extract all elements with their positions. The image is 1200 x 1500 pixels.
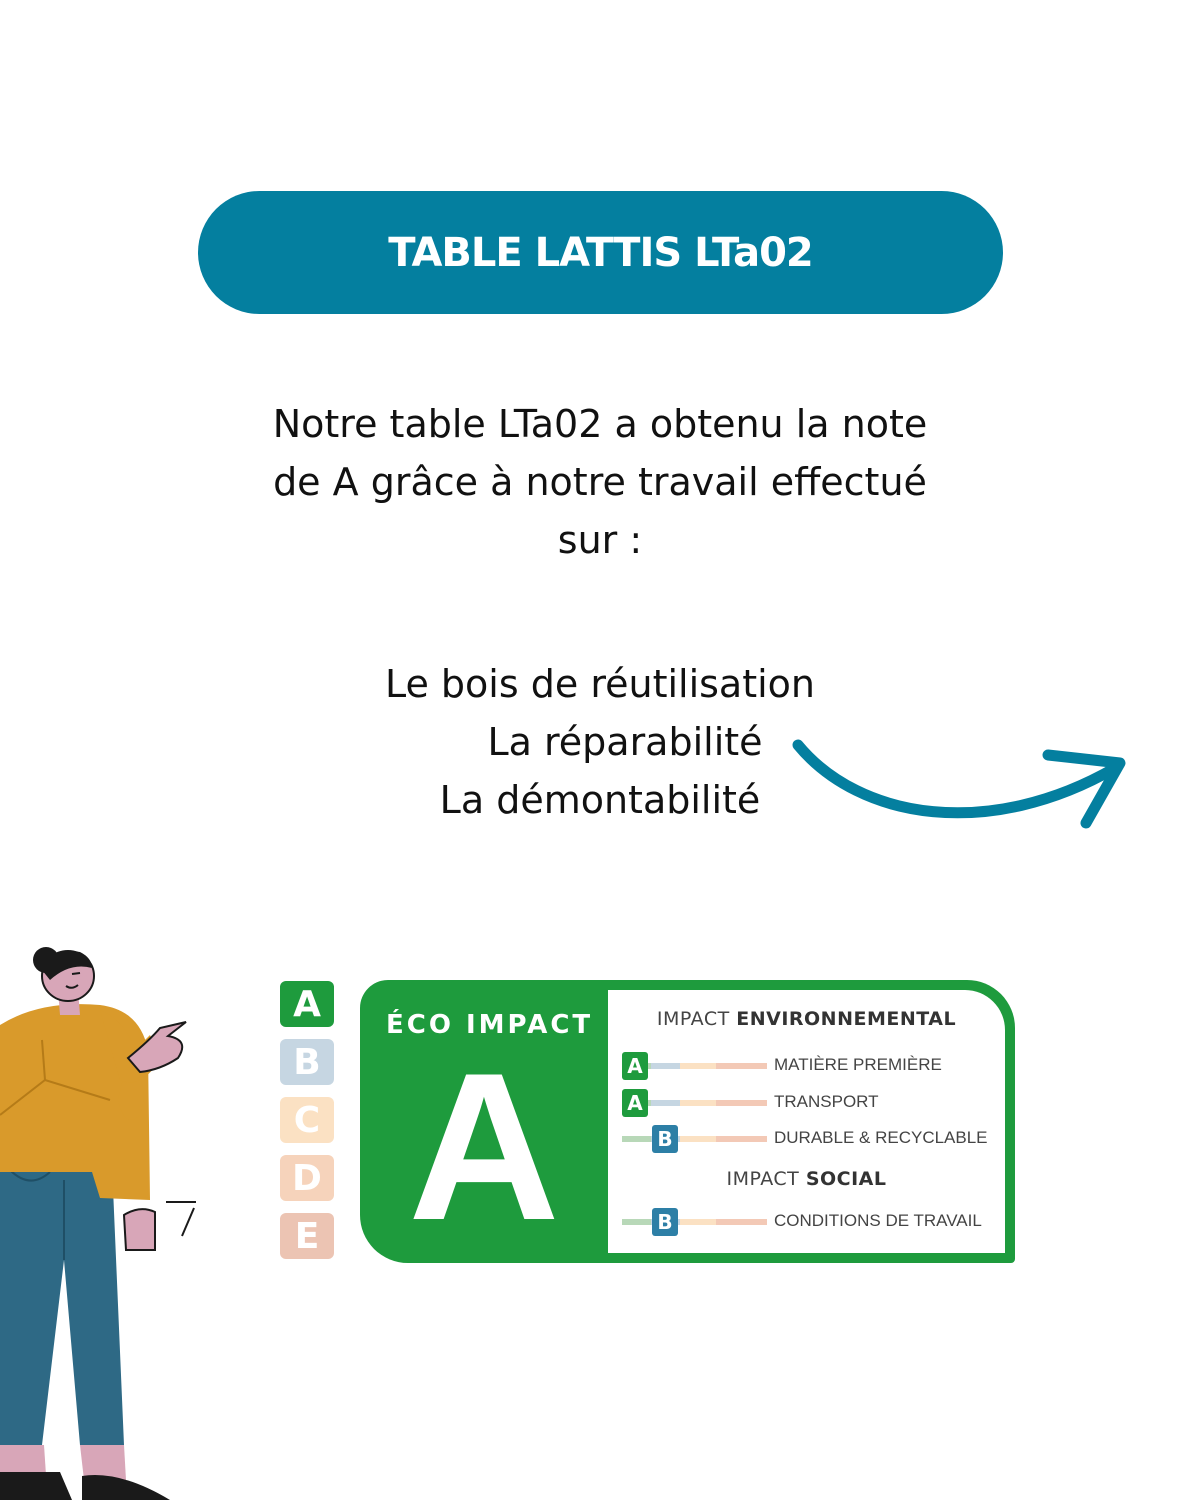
grade-a: A: [280, 981, 334, 1027]
eco-impact-label: [360, 980, 1015, 1263]
title-banner: [198, 191, 1003, 314]
intro-line: de A grâce à notre travail effectué: [273, 460, 927, 504]
row-label: DURABLE & RECYCLABLE: [774, 1128, 988, 1147]
env-strong: ENVIRONNEMENTAL: [736, 1008, 957, 1030]
social-impact-heading: [608, 1168, 1005, 1190]
impact-row: [622, 1208, 1002, 1234]
social-strong: SOCIAL: [805, 1168, 887, 1190]
row-label: MATIÈRE PREMIÈRE: [774, 1055, 942, 1074]
env-prefix: IMPACT: [656, 1008, 730, 1030]
row-grade: B: [652, 1208, 678, 1236]
eco-grade: A: [408, 1029, 560, 1263]
eco-score-panel: [360, 980, 608, 1263]
intro-line: Notre table LTa02 a obtenu la note: [272, 402, 928, 446]
env-impact-heading: [608, 1008, 1005, 1030]
curved-arrow-icon: [790, 735, 1135, 845]
eco-title: ÉCO IMPACT: [386, 1010, 594, 1040]
impact-row: [622, 1089, 1002, 1115]
scale-bar: [622, 1219, 767, 1225]
row-grade: A: [622, 1052, 648, 1080]
row-grade: A: [622, 1089, 648, 1117]
row-label: TRANSPORT: [774, 1092, 879, 1111]
grade-d: D: [280, 1155, 334, 1201]
intro-line: sur :: [557, 518, 643, 562]
row-label: CONDITIONS DE TRAVAIL: [774, 1211, 982, 1230]
impact-row: [622, 1052, 1002, 1078]
page-title: TABLE LATTIS LTa02: [388, 229, 813, 276]
social-prefix: IMPACT: [726, 1168, 800, 1190]
grade-c: C: [280, 1097, 334, 1143]
pointing-woman-illustration: [0, 940, 210, 1500]
eco-details-panel: [608, 990, 1005, 1253]
grade-e: E: [280, 1213, 334, 1259]
impact-row: [622, 1125, 1002, 1151]
feature-item: Le bois de réutilisation: [384, 662, 816, 706]
row-grade: B: [652, 1125, 678, 1153]
scale-bar: [622, 1136, 767, 1142]
feature-item: La réparabilité: [487, 720, 763, 764]
grade-b: B: [280, 1039, 334, 1085]
intro-text: [200, 395, 1000, 569]
feature-item: La démontabilité: [439, 778, 761, 822]
grade-scale: [280, 981, 334, 1271]
